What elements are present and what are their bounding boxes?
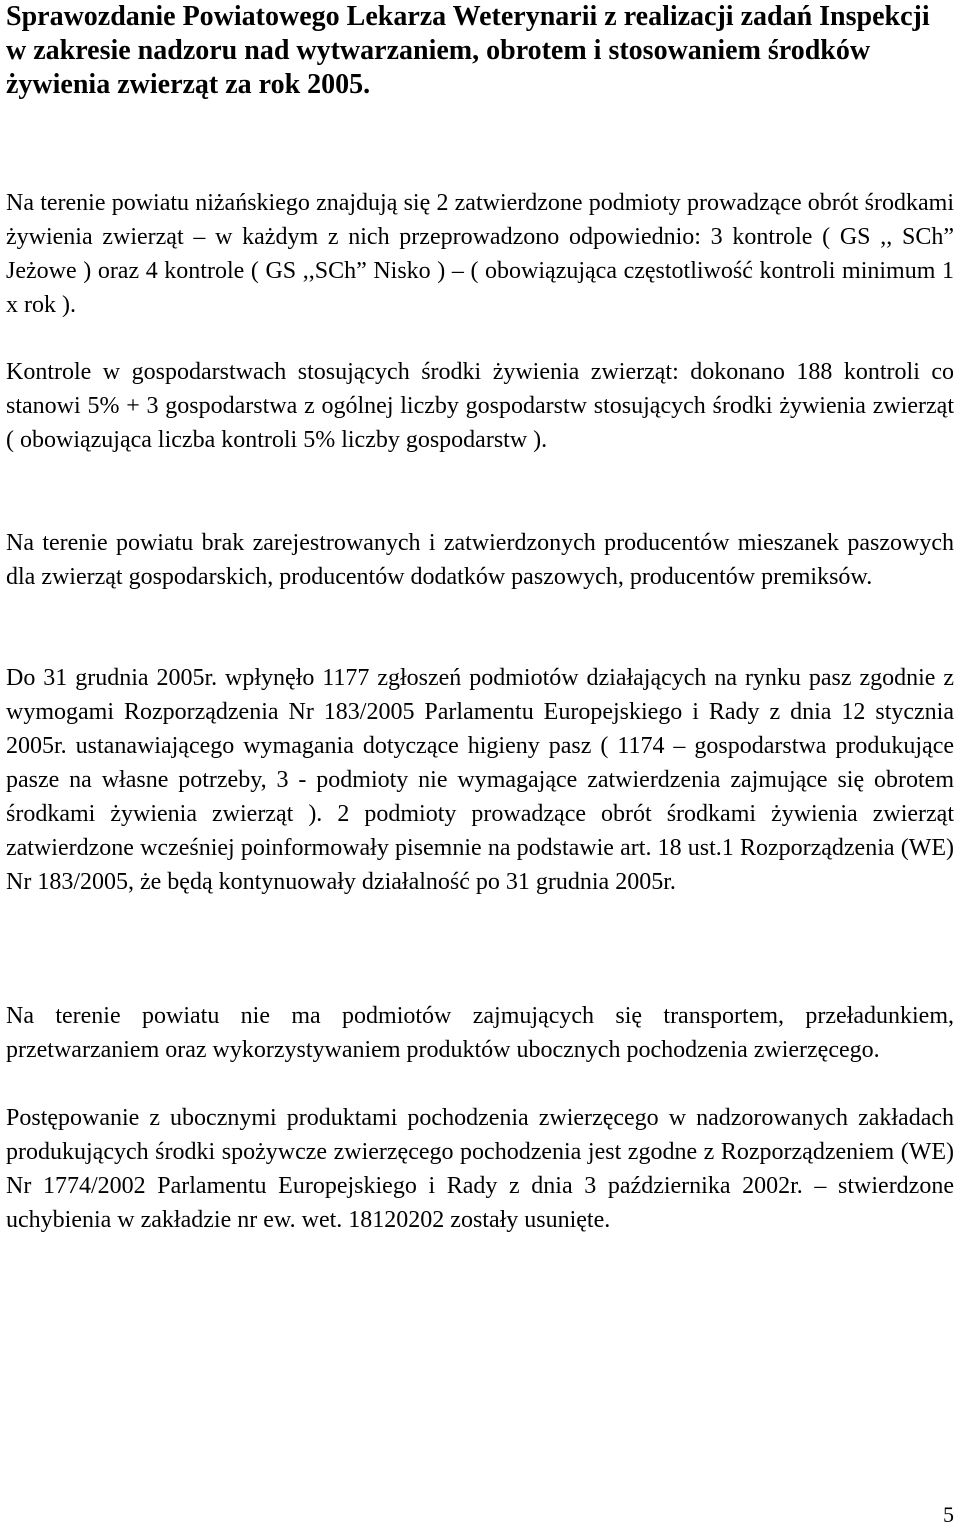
document-page — [6, 0, 954, 1233]
paragraph-registrations: Do 31 grudnia 2005r. wpłynęło 1177 zgłoszeń podmiotów działających na rynku pasz zgodnie z wymogami Rozporządzenia Nr 183/2005 Parlamentu Europejskiego i Rady z dnia 12 stycznia 2005r. ustanawiającego wymagania dotyczące higieny pasz ( 1174 – gospodarstwa produkujące pasze na własne potrzeby, 3 - podmioty nie wymagające zatwierdzenia zajmujące się obrotem środkami żywienia zwierząt ). 2 podmioty prowadzące obrót środkami żywienia zwierząt zatwierdzone wcześniej poinformowały pisemnie na podstawie art. 18 ust.1 Rozporządzenia (WE) Nr 183/2005, że będą kontynuowały działalność po 31 grudnia 2005r. — [6, 665, 954, 895]
page-number: 5 — [943, 1502, 954, 1527]
paragraph-no-producers: Na terenie powiatu brak zarejestrowanych i zatwierdzonych producentów mieszanek paszowych dla zwierząt gospodarskich, producentów dodatków paszowych, producentów premiksów. — [6, 530, 954, 590]
paragraph-farm-controls: Kontrole w gospodarstwach stosujących środki żywienia zwierząt: dokonano 188 kontroli co stanowi 5% + 3 gospodarstwa z ogólnej liczby gospodarstw stosujących środki żywienia zwierząt ( obowiązująca liczba kontroli 5% liczby gospodarstw ). — [6, 359, 954, 453]
paragraph-byproduct-handling: Postępowanie z ubocznymi produktami pochodzenia zwierzęcego w nadzorowanych zakładach produkujących środki spożywcze zwierzęcego pochodzenia jest zgodne z Rozporządzeniem (WE) Nr 1774/2002 Parlamentu Europejskiego i Rady z dnia 3 października 2002r. – stwierdzone uchybienia w zakładzie nr ew. wet. 18120202 zostały usunięte. — [6, 1105, 954, 1233]
report-title: Sprawozdanie Powiatowego Lekarza Weterynarii z realizacji zadań Inspekcji w zakresie nadzoru nad wytwarzaniem, obrotem i stosowaniem środków żywienia zwierząt za rok 2005. — [6, 1, 930, 100]
paragraph-no-byproduct-entities: Na terenie powiatu nie ma podmiotów zajmujących się transportem, przeładunkiem, przetwarzaniem oraz wykorzystywaniem produktów ubocznych pochodzenia zwierzęcego. — [6, 1003, 954, 1063]
paragraph-approved-entities: Na terenie powiatu niżańskiego znajdują się 2 zatwierdzone podmioty prowadzące obrót środkami żywienia zwierząt – w każdym z nich przeprowadzono odpowiednio: 3 kontrole ( GS ,, SCh” Jeżowe ) oraz 4 kontrole ( GS ,,SCh” Nisko ) – ( obowiązująca częstotliwość kontroli minimum 1 x rok ). — [6, 190, 954, 318]
